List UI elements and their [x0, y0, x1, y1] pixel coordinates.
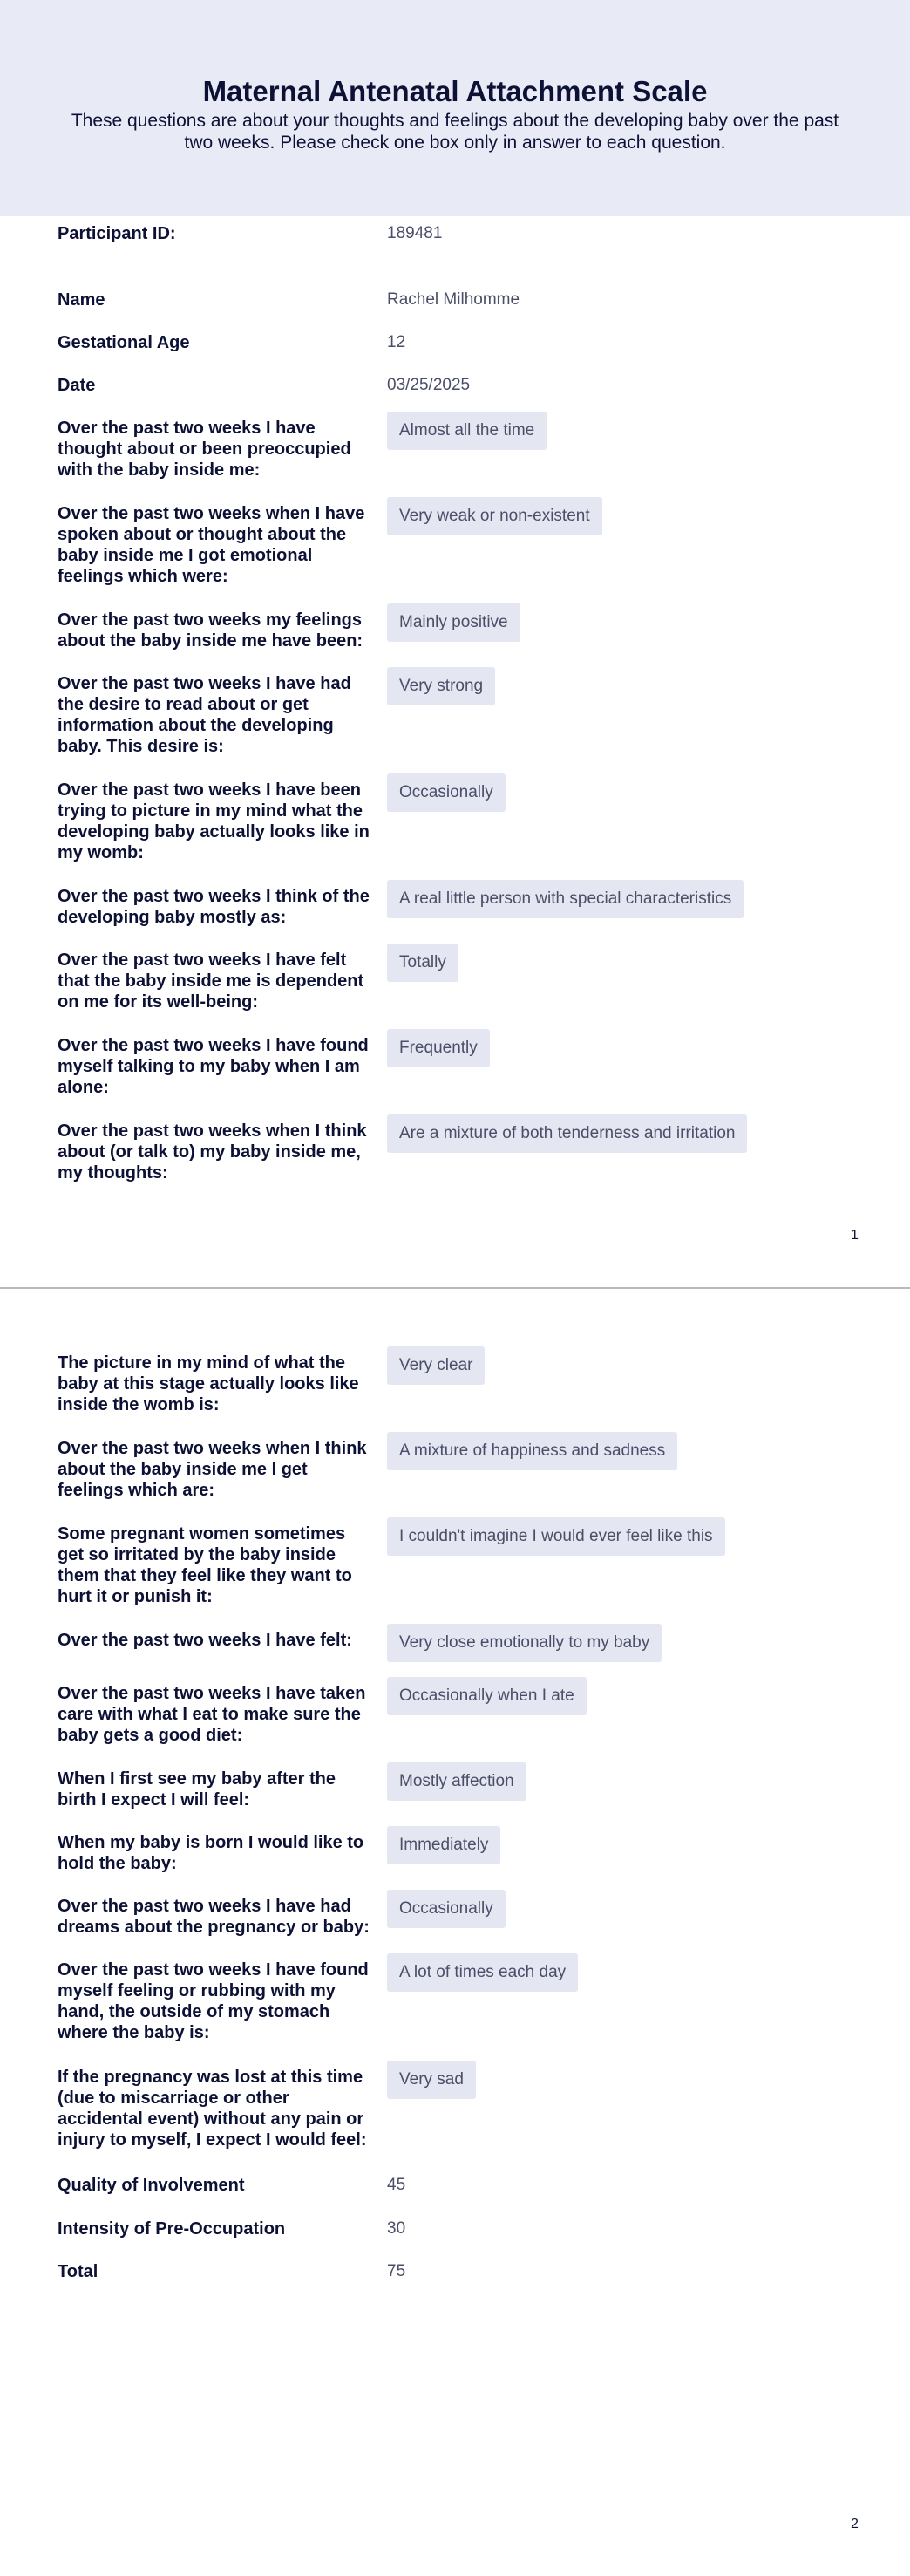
question-text: Over the past two weeks my feelings about the baby inside me have been:: [58, 610, 363, 651]
question-text: When I first see my baby after the birth I expect I will feel:: [58, 1769, 336, 1809]
answer-chip[interactable]: Totally: [387, 944, 458, 982]
answer-chip[interactable]: A mixture of happiness and sadness: [387, 1432, 677, 1470]
answer-chip[interactable]: Very strong: [387, 667, 495, 705]
question-text: The picture in my mind of what the baby at this stage actually looks like inside the womb is:: [58, 1353, 359, 1414]
answer-chip[interactable]: I couldn't imagine I would ever feel like this: [387, 1517, 725, 1556]
field-value: Rachel Milhomme: [387, 290, 520, 309]
page-title: Maternal Antenatal Attachment Scale: [202, 75, 708, 107]
question-text: Over the past two weeks I have felt:: [58, 1631, 352, 1650]
answer-chip[interactable]: Are a mixture of both tenderness and irritation: [387, 1114, 747, 1153]
question-text: Over the past two weeks when I think about (or talk to) my baby inside me, my thoughts:: [58, 1121, 367, 1182]
answer-chip[interactable]: Occasionally when I ate: [387, 1677, 587, 1715]
question-text: When my baby is born I would like to hold the baby:: [58, 1833, 364, 1873]
answer-chip[interactable]: Very sad: [387, 2061, 476, 2099]
field-label: Date: [58, 376, 96, 395]
field-value: 03/25/2025: [387, 376, 471, 394]
page-subtitle: These questions are about your thoughts and feelings about the developing baby over the past two weeks. Please check one box only in answer to each question.: [71, 111, 839, 153]
participant-id-label: Participant ID:: [58, 224, 176, 243]
question-text: Over the past two weeks I have taken care with what I eat to make sure the baby gets a good diet:: [58, 1684, 366, 1745]
field-label: Gestational Age: [58, 333, 190, 352]
score-label: Quality of Involvement: [58, 2176, 245, 2195]
answer-chip[interactable]: A real little person with special characteristics: [387, 880, 744, 918]
participant-id-value: 189481: [387, 224, 443, 242]
answer-chip[interactable]: Almost all the time: [387, 412, 547, 450]
question-text: Over the past two weeks I have felt that the baby inside me is dependent on me for its well-being:: [58, 951, 364, 1012]
page-number: 1: [851, 1228, 859, 1243]
question-text: If the pregnancy was lost at this time (due to miscarriage or other accidental event) without any pain or injury to myself, I expect I would feel:: [58, 2068, 367, 2150]
question-text: Some pregnant women sometimes get so irritated by the baby inside them that they feel like they want to hurt it or punish it:: [58, 1524, 352, 1606]
question-text: Over the past two weeks I have had the desire to read about or get information about the developing baby. This desire is:: [58, 674, 351, 756]
field-value: 12: [387, 333, 406, 351]
question-text: Over the past two weeks I have had dreams about the pregnancy or baby:: [58, 1897, 370, 1937]
question-text: Over the past two weeks I have been trying to picture in my mind what the developing baby actually looks like in my womb:: [58, 780, 370, 862]
score-label: Total: [58, 2262, 98, 2281]
question-text: Over the past two weeks I have thought about or been preoccupied with the baby inside me:: [58, 419, 351, 480]
question-text: Over the past two weeks I have found myself feeling or rubbing with my hand, the outside of my stomach where the baby is:: [58, 1960, 369, 2042]
answer-chip[interactable]: Frequently: [387, 1029, 490, 1067]
question-text: Over the past two weeks I have found myself talking to my baby when I am alone:: [58, 1036, 369, 1097]
answer-chip[interactable]: Very clear: [387, 1346, 485, 1385]
answer-chip[interactable]: Mainly positive: [387, 603, 520, 642]
question-text: Over the past two weeks when I think about the baby inside me I get feelings which are:: [58, 1439, 367, 1500]
score-value: 75: [387, 2262, 406, 2280]
score-label: Intensity of Pre-Occupation: [58, 2219, 286, 2239]
answer-chip[interactable]: Mostly affection: [387, 1762, 526, 1801]
answer-chip[interactable]: Immediately: [387, 1826, 500, 1864]
score-value: 45: [387, 2176, 406, 2194]
page-divider: [0, 1287, 910, 1289]
answer-chip[interactable]: Very close emotionally to my baby: [387, 1624, 662, 1662]
answer-chip[interactable]: Occasionally: [387, 773, 506, 812]
score-value: 30: [387, 2219, 406, 2238]
header-band: [0, 0, 910, 216]
answer-chip[interactable]: Occasionally: [387, 1890, 506, 1928]
answer-chip[interactable]: A lot of times each day: [387, 1953, 578, 1992]
question-text: Over the past two weeks I think of the developing baby mostly as:: [58, 887, 370, 927]
answer-chip[interactable]: Very weak or non-existent: [387, 497, 602, 535]
page-number: 2: [851, 2517, 859, 2532]
question-text: Over the past two weeks when I have spoken about or thought about the baby inside me I got emotional feelings which were:: [58, 504, 365, 586]
field-label: Name: [58, 290, 105, 310]
